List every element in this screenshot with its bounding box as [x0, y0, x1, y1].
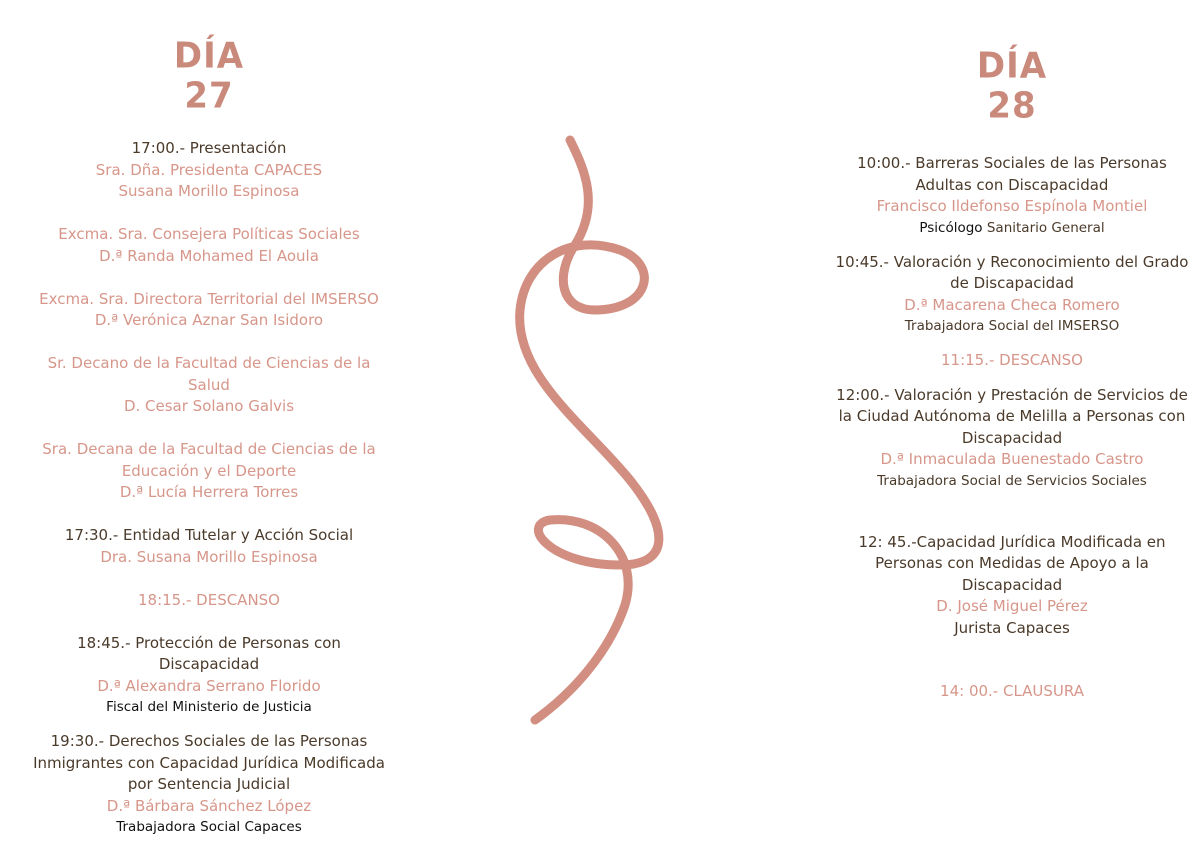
speaker-name: D.ª Macarena Checa Romero — [904, 295, 1120, 314]
item-title: 10:00.- Barreras Sociales de las Personas — [857, 154, 1167, 172]
speaker-name: Dra. Susana Morillo Espinosa — [100, 547, 318, 566]
schedule-item — [24, 525, 394, 568]
closing-label: 14: 00.- CLAUSURA — [940, 682, 1084, 700]
speaker-role: Excma. Sra. Consejera Políticas Sociales — [58, 225, 360, 243]
item-title: Discapacidad — [961, 575, 1063, 594]
day-27-column — [24, 0, 394, 838]
speaker-name: Francisco Ildefonso Espínola Montiel — [876, 197, 1148, 215]
item-title: 18:45.- Protección de Personas con — [77, 633, 341, 652]
schedule-item — [834, 385, 1190, 492]
day-27-number: 27 — [184, 75, 234, 117]
speaker-role: Trabajadora Social de Servicios Sociales — [877, 472, 1147, 489]
speaker-name: D.ª Lucía Herrera Torres — [119, 483, 299, 501]
schedule-item — [24, 590, 394, 612]
schedule-item — [24, 138, 394, 203]
speaker-name: D.ª Alexandra Serrano Florido — [97, 676, 321, 695]
speaker-name: D.ª Bárbara Sánchez López — [106, 796, 312, 815]
speaker-role: Sr. Decano de la Facultad de Ciencias de la — [47, 354, 371, 372]
item-title: de Discapacidad — [950, 274, 1074, 292]
item-title: 12:00.- Valoración y Prestación de Servicios de — [836, 385, 1188, 404]
schedule-item — [24, 289, 394, 332]
item-title: Discapacidad — [158, 655, 260, 673]
speaker-role: Sanitario General — [986, 219, 1105, 236]
day-27-word: DÍA — [173, 35, 245, 77]
schedule-item — [24, 633, 394, 719]
day-28-word: DÍA — [976, 45, 1048, 87]
item-title: 19:30.- Derechos Sociales de las Personas — [50, 732, 368, 750]
item-title: Personas con Medidas de Apoyo a la — [875, 554, 1149, 572]
item-title: 12: 45.-Capacidad Jurídica Modificada en — [858, 532, 1166, 551]
speaker-name: D.ª Inmaculada Buenestado Castro — [880, 450, 1144, 468]
speaker-role: Excma. Sra. Directora Territorial del IMSERSO — [39, 289, 379, 308]
speaker-name: D.ª Verónica Aznar San Isidoro — [94, 311, 324, 329]
speaker-role: Trabajadora Social Capaces — [116, 819, 302, 835]
speaker-name: D.ª Randa Mohamed El Aoula — [99, 246, 319, 265]
speaker-name: Susana Morillo Espinosa — [118, 182, 300, 200]
schedule-item — [834, 350, 1190, 372]
decorative-squiggle — [490, 125, 690, 735]
speaker-role: Educación y el Deporte — [121, 461, 297, 480]
speaker-role: Jurista Capaces — [954, 618, 1070, 637]
speaker-name: D. José Miguel Pérez — [936, 597, 1088, 615]
item-title: por Sentencia Judicial — [127, 775, 291, 793]
schedule-item — [24, 439, 394, 504]
schedule-item — [834, 681, 1190, 703]
day-28-number: 28 — [987, 85, 1037, 127]
schedule-item — [24, 353, 394, 418]
day-28-column — [834, 0, 1190, 703]
schedule-item — [834, 532, 1190, 640]
item-title: 10:45.- Valoración y Reconocimiento del Grado — [835, 252, 1189, 271]
break-label: 18:15.- DESCANSO — [137, 590, 280, 609]
speaker-role: Trabajadora Social del IMSERSO — [904, 318, 1120, 334]
break-label: 11:15.- DESCANSO — [940, 351, 1083, 369]
item-title: Adultas con Discapacidad — [915, 175, 1109, 194]
speaker-role-prefix: Psicólogo — [919, 219, 983, 236]
schedule-item — [834, 153, 1190, 239]
speaker-role: Salud — [188, 375, 230, 394]
speaker-role: Sra. Dña. Presidenta CAPACES — [95, 160, 323, 179]
speaker-role: Fiscal del Ministerio de Justicia — [106, 699, 312, 715]
item-title: 17:30.- Entidad Tutelar y Acción Social — [64, 526, 354, 544]
speaker-role: Sra. Decana de la Facultad de Ciencias de la — [42, 440, 376, 458]
speaker-name: D. Cesar Solano Galvis — [123, 397, 295, 415]
item-title: Inmigrantes con Capacidad Jurídica Modificada — [33, 753, 385, 772]
schedule-item — [834, 252, 1190, 338]
item-title: la Ciudad Autónoma de Melilla a Personas con — [838, 407, 1186, 425]
schedule-item — [24, 731, 394, 838]
schedule-item — [24, 224, 394, 267]
item-title: Discapacidad — [961, 428, 1063, 447]
item-title: 17:00.- Presentación — [131, 139, 287, 157]
